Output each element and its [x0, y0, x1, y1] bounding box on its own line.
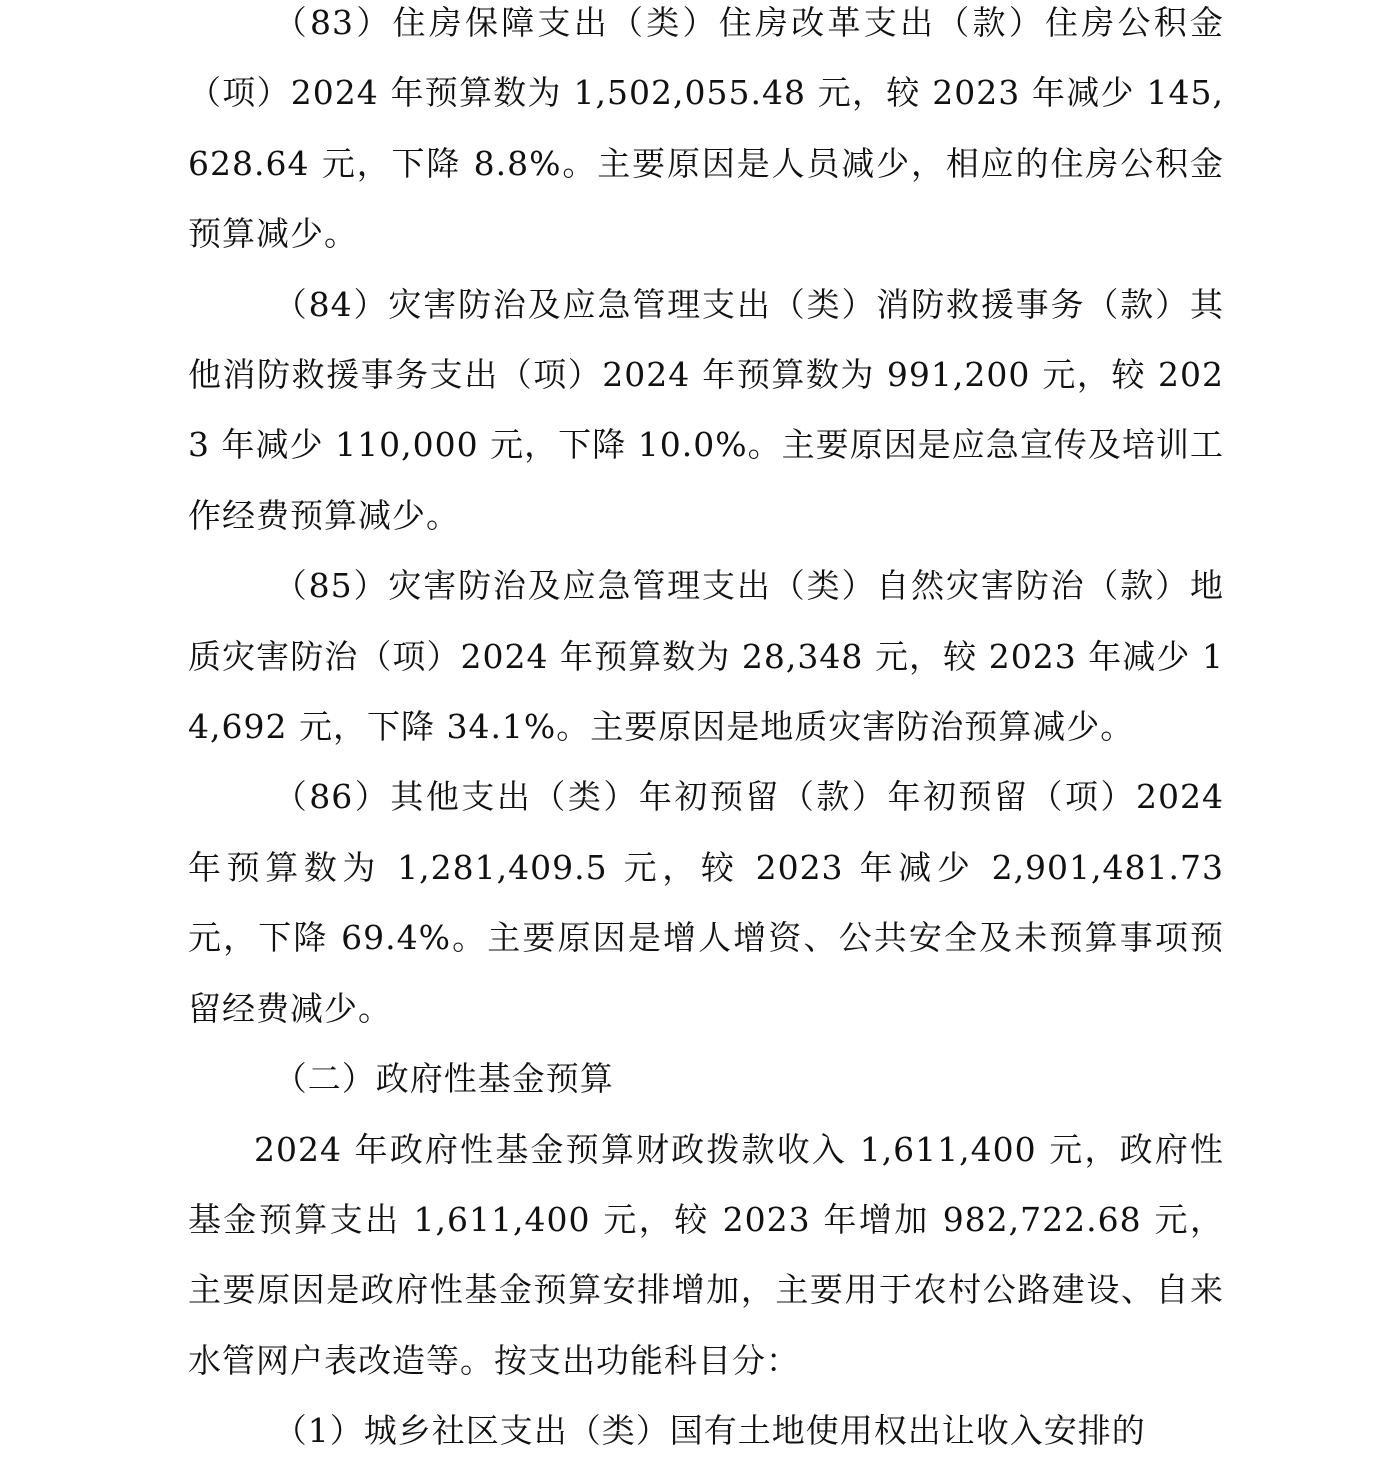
- paragraph-item-1: （1）城乡社区支出（类）国有土地使用权出让收入安排的: [273, 1411, 1146, 1451]
- paragraph-item-85: （85）灾害防治及应急管理支出（类）自然灾害防治（款）地质灾害防治（项）2024 年预算数为 28,348 元，较 2023 年减少 14,692 元，下降 34.1%。主要原因是地质灾害防治预算减少。: [188, 566, 1224, 747]
- section-heading-government-fund: （二）政府性基金预算: [273, 1059, 614, 1099]
- paragraph-item-86: （86）其他支出（类）年初预留（款）年初预留（项）2024 年预算数为 1,281,409.5 元，较 2023 年减少 2,901,481.73 元，下降 69.4%。主要原因是增人增资、公共安全及未预算事项预留经费减少。: [188, 777, 1224, 1028]
- paragraph-government-fund-summary: 2024 年政府性基金预算财政拨款收入 1,611,400 元，政府性基金预算支出 1,611,400 元，较 2023 年增加 982,722.68 元，主要原因是政府性基金预算安排增加，主要用于农村公路建设、自来水管网户表改造等。按支出功能科目分：: [188, 1129, 1224, 1380]
- paragraph-item-84: （84）灾害防治及应急管理支出（类）消防救援事务（款）其他消防救援事务支出（项）2024 年预算数为 991,200 元，较 2023 年减少 110,000 元，下降 10.0%。主要原因是应急宣传及培训工作经费预算减少。: [188, 284, 1224, 535]
- document-page: [188, 0, 1224, 1467]
- paragraph-item-83: （83）住房保障支出（类）住房改革支出（款）住房公积金（项）2024 年预算数为 1,502,055.48 元，较 2023 年减少 145,628.64 元，下降 8.8%。主要原因是人员减少，相应的住房公积金预算减少。: [188, 3, 1224, 254]
